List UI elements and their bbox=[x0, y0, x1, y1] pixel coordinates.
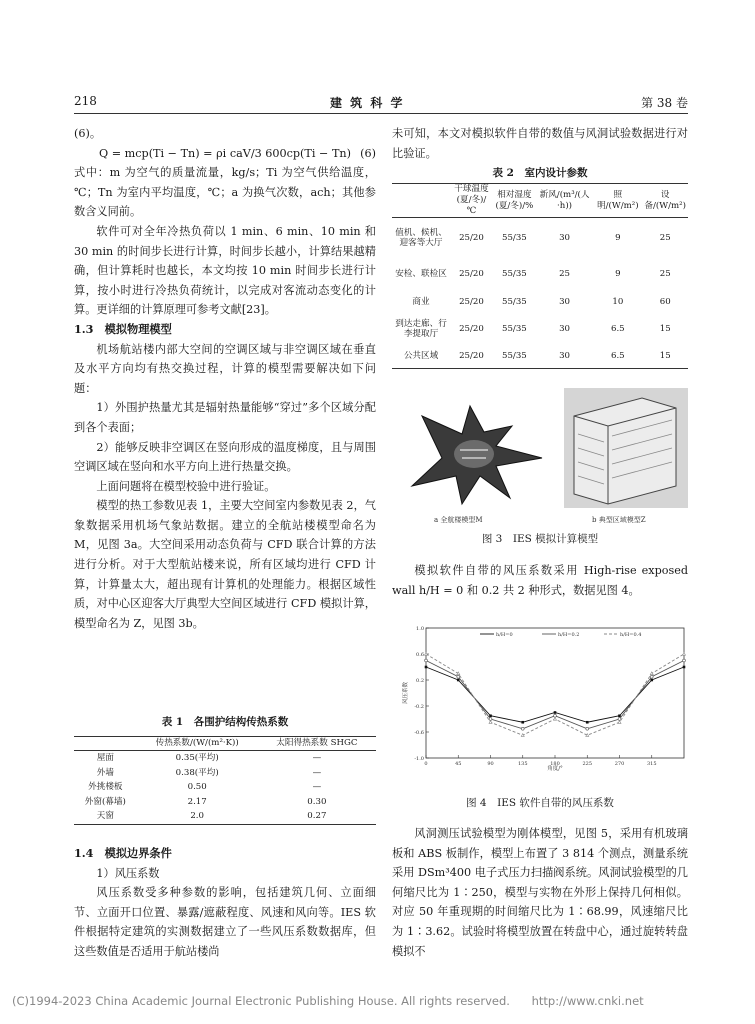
x-tick-label: 45 bbox=[455, 761, 462, 767]
right-column-mid bbox=[392, 561, 688, 600]
data-point bbox=[457, 679, 460, 682]
table-cell: 25/20 bbox=[459, 323, 484, 334]
header-rule bbox=[74, 113, 688, 114]
paragraph: 模型的热工参数见表 1，主要大空间室内参数见表 2，气象数据采用机场气象站数据。建立的全航站楼模型命名为 M，见图 3a。大空间采用动态负荷与 CFD 联合计算的方法进行分析。对于大型航站楼来说，所有区域均进行 CFD 计算，计算量太大，超出现有计算机的处理能力。根据区域性质，对中心区迎客大厅典型大空间区域进行 CFD 模拟计算，模型命名为 Z，见图 3b。 bbox=[74, 499, 376, 630]
data-point bbox=[521, 727, 524, 730]
paragraph: 上面问题将在模型校验中进行验证。 bbox=[96, 479, 276, 493]
data-point bbox=[650, 675, 653, 678]
data-point bbox=[425, 666, 428, 669]
left-column-bottom bbox=[74, 844, 376, 962]
data-point bbox=[554, 714, 557, 717]
data-point bbox=[618, 721, 621, 724]
data-point bbox=[489, 721, 492, 724]
table-cell: 10 bbox=[612, 296, 624, 307]
table-cell: 60 bbox=[659, 296, 671, 307]
table-cell: 15 bbox=[642, 344, 688, 369]
footer-url: http://www.cnki.net bbox=[531, 994, 644, 1008]
footer bbox=[12, 994, 644, 1008]
table-cell: 30 bbox=[559, 232, 571, 243]
x-axis-label: 角度/° bbox=[547, 766, 563, 772]
y-tick-label: 0.2 bbox=[416, 678, 424, 684]
paragraph: 软件可对全年冷热负荷以 1 min、6 min、10 min 和 30 min 的时间步长进行计算，时间步长越小，计算结果越精确，但计算耗时也越长，本文均按 10 min 时间步长进行计算，按小时进行冷热负荷统计，以完成对客流动态变化的计算。更详细的计算原理可参考文献[23]。 bbox=[74, 224, 376, 317]
legend-label: h/H=0.2 bbox=[558, 632, 580, 638]
table-row bbox=[392, 218, 688, 259]
y-tick-label: -0.2 bbox=[414, 704, 424, 710]
paragraph: 风压系数受多种参数的影响，包括建筑几何、立面细节、立面开口位置、暴露/遮蔽程度、风速和风向等。IES 软件根据特定建筑的实测数据建立了一些风压系数数据库，但这些数值是否适用于航站楼尚 bbox=[74, 886, 376, 958]
data-point bbox=[683, 666, 686, 669]
table-header: 照明/(W/m²) bbox=[593, 184, 642, 218]
y-tick-label: 1.0 bbox=[416, 626, 424, 632]
table-cell: 公共区域 bbox=[392, 344, 450, 369]
journal-title: 建 筑 科 学 bbox=[330, 96, 405, 110]
x-tick-label: 0 bbox=[424, 761, 428, 767]
table-cell: 商业 bbox=[412, 296, 430, 307]
y-axis-label: 风压系数 bbox=[403, 681, 409, 705]
equation-6 bbox=[74, 144, 376, 164]
data-point bbox=[489, 714, 492, 717]
table-header bbox=[74, 737, 137, 751]
data-point bbox=[650, 679, 653, 682]
data-point bbox=[489, 718, 492, 721]
data-point bbox=[521, 721, 524, 724]
fig3-sub-a: a 全航楼模型M bbox=[434, 516, 483, 524]
table-cell: 2.0 bbox=[137, 809, 258, 824]
data-point bbox=[618, 714, 621, 717]
paragraph: 模拟软件自带的风压系数采用 High-rise exposed wall h/H = 0 和 0.2 共 2 种形式，数据见图 4。 bbox=[392, 564, 688, 597]
table2-caption: 表 2 室内设计参数 bbox=[492, 167, 588, 179]
table2 bbox=[392, 183, 688, 369]
table-cell: 55/35 bbox=[502, 296, 527, 307]
table-cell: 外窗(幕墙) bbox=[84, 796, 126, 807]
table-header: 相对湿度(夏/冬)/% bbox=[493, 184, 536, 218]
y-tick-label: 0.6 bbox=[416, 652, 424, 658]
section-heading-1-3: 1.3 模拟物理模型 bbox=[74, 321, 172, 336]
table-header: 设备/(W/m²) bbox=[642, 184, 688, 218]
region-model-z bbox=[564, 388, 688, 508]
data-point bbox=[683, 659, 686, 662]
legend-label: h/H=0 bbox=[496, 632, 513, 638]
x-tick-label: 225 bbox=[582, 761, 593, 767]
paragraph: 1）外围护热量尤其是辐射热量能够“穿过”多个区域分配到各个表面； bbox=[74, 401, 376, 434]
table-row bbox=[392, 314, 688, 344]
table1-caption: 表 1 各围护结构传热系数 bbox=[161, 716, 289, 728]
table-cell: 25/20 bbox=[459, 296, 484, 307]
table-cell: 安检、联检区 bbox=[395, 268, 447, 279]
table-cell: 25 bbox=[559, 268, 571, 279]
table-header: 传热系数/(W/(m²·K)) bbox=[137, 737, 258, 751]
table-row bbox=[392, 258, 688, 290]
data-point bbox=[683, 652, 686, 655]
table-cell: 0.38(平均) bbox=[175, 767, 219, 778]
table-cell: 天窗 bbox=[74, 809, 137, 824]
table-cell: 到达走廊、行李提取厅 bbox=[395, 318, 447, 339]
table-cell: 25/20 bbox=[459, 232, 484, 243]
table-cell: 9 bbox=[615, 268, 621, 279]
table-cell: 2.17 bbox=[187, 796, 207, 807]
equation-body: Q = mcp(Ti − Tn) = ρi caV/3 600cp(Ti − Tn) bbox=[99, 146, 351, 160]
paragraph: 1）风压系数 bbox=[96, 866, 160, 880]
fig3-sub-b: b 典型区域模型Z bbox=[592, 516, 646, 524]
table-cell: 0.35(平均) bbox=[175, 753, 219, 763]
table-cell: — bbox=[312, 753, 322, 763]
table-cell: 55/35 bbox=[502, 268, 527, 279]
table-cell: 6.5 bbox=[610, 323, 625, 334]
paragraph: 式中：m 为空气的质量流量，kg/s；Ti 为空气供给温度，℃；Tn 为室内平均温度，℃；a 为换气次数，ach；其他参数含义同前。 bbox=[74, 166, 376, 219]
table-cell: 30 bbox=[559, 296, 571, 307]
table-row bbox=[392, 290, 688, 314]
table-cell: 25 bbox=[659, 232, 671, 243]
section-heading-1-4: 1.4 模拟边界条件 bbox=[74, 846, 172, 860]
data-point bbox=[586, 727, 589, 730]
table-row bbox=[74, 766, 376, 781]
paragraph: 风洞测压试验模型为刚体模型，见图 5，采用有机玻璃板和 ABS 板制作，模型上布置了 3 814 个测点，测量系统采用 DSm³400 电子式压力扫描阀系统。风洞试验模型的几何缩尺比为 1∶250，模型与实物在外形上保持几何相似。对应 50 年重现期的时间缩尺比为 1∶68.99，风速缩尺比为 1∶3.62。试验时将模型放置在转盘中心，通过旋转转盘模拟不 bbox=[392, 827, 688, 958]
table-cell: 外墙 bbox=[96, 767, 114, 778]
equation-number: (6) bbox=[360, 146, 376, 160]
figure4-caption: 图 4 IES 软件自带的风压系数 bbox=[466, 797, 614, 809]
series-line bbox=[426, 667, 684, 722]
table-cell: 55/35 bbox=[493, 344, 536, 369]
table-cell: 0.30 bbox=[307, 796, 327, 807]
paragraph: 未可知，本文对模拟软件自带的数值与风洞试验数据进行对比验证。 bbox=[392, 127, 688, 160]
table-cell: 0.50 bbox=[187, 782, 207, 793]
legend-label: h/H=0.4 bbox=[620, 632, 642, 638]
right-column-top bbox=[392, 124, 688, 163]
data-point bbox=[425, 652, 428, 655]
table-cell: 25/20 bbox=[450, 344, 493, 369]
x-tick-label: 90 bbox=[487, 761, 494, 767]
x-tick-label: 135 bbox=[517, 761, 528, 767]
table-row bbox=[74, 809, 376, 824]
plot-frame bbox=[426, 628, 684, 758]
table-cell: 9 bbox=[615, 232, 621, 243]
table-cell: — bbox=[312, 767, 322, 778]
figure3-caption: 图 3 IES 模拟计算模型 bbox=[481, 533, 599, 545]
eq-ref: (6)。 bbox=[74, 127, 102, 140]
data-point bbox=[521, 734, 524, 737]
x-tick-label: 315 bbox=[646, 761, 657, 767]
table-cell: 30 bbox=[559, 323, 571, 334]
table-cell: 值机、候机、迎客等大厅 bbox=[395, 227, 447, 248]
paragraph: 2）能够反映非空调区在竖向形成的温度梯度，且与周围空调区域在竖向和水平方向上进行热量交换。 bbox=[74, 440, 376, 474]
table-header bbox=[392, 184, 450, 218]
terminal-model-m bbox=[412, 406, 542, 504]
series-line bbox=[426, 654, 684, 735]
table-cell: 外挑楼板 bbox=[88, 782, 123, 793]
table1 bbox=[74, 736, 376, 825]
figure4-chart bbox=[400, 622, 690, 772]
left-column bbox=[74, 124, 376, 633]
x-tick-label: 270 bbox=[614, 761, 625, 767]
table-row bbox=[74, 795, 376, 810]
data-point bbox=[650, 672, 653, 675]
figure3-images bbox=[392, 386, 688, 528]
table-row bbox=[74, 780, 376, 795]
table-row bbox=[392, 344, 688, 369]
x-tick-label: 180 bbox=[550, 761, 560, 767]
data-point bbox=[457, 672, 460, 675]
table-cell: 15 bbox=[659, 323, 671, 334]
volume: 第 38 卷 bbox=[641, 96, 688, 110]
table-cell: 30 bbox=[536, 344, 593, 369]
data-point bbox=[586, 721, 589, 724]
table-cell: 25 bbox=[659, 268, 671, 279]
table-header: 新风/(m³/(人·h)) bbox=[536, 184, 593, 218]
table-cell: 25/20 bbox=[459, 268, 484, 279]
right-column-bottom bbox=[392, 824, 688, 961]
data-point bbox=[586, 734, 589, 737]
data-point bbox=[554, 717, 557, 720]
copyright: (C)1994-2023 China Academic Journal Electronic Publishing House. All rights reserved. bbox=[12, 994, 510, 1008]
table-cell: 屋面 bbox=[96, 753, 114, 763]
data-point bbox=[554, 711, 557, 714]
table-header: 太阳得热系数 SHGC bbox=[258, 737, 376, 751]
table-row bbox=[74, 751, 376, 766]
paragraph: 机场航站楼内部大空间的空调区域与非空调区域在垂直及水平方向均有热交换过程，计算的模型需要解决如下问题： bbox=[74, 342, 376, 395]
data-point bbox=[425, 659, 428, 662]
y-tick-label: -1.0 bbox=[414, 756, 424, 762]
table-cell: — bbox=[312, 782, 322, 793]
table-cell: 0.27 bbox=[258, 809, 376, 824]
y-tick-label: -0.6 bbox=[414, 730, 424, 736]
table-cell: 6.5 bbox=[593, 344, 642, 369]
table-cell: 55/35 bbox=[502, 323, 527, 334]
page-number: 218 bbox=[74, 94, 97, 108]
table-header: 干球温度(夏/冬)/℃ bbox=[450, 184, 493, 218]
table-cell: 55/35 bbox=[502, 232, 527, 243]
